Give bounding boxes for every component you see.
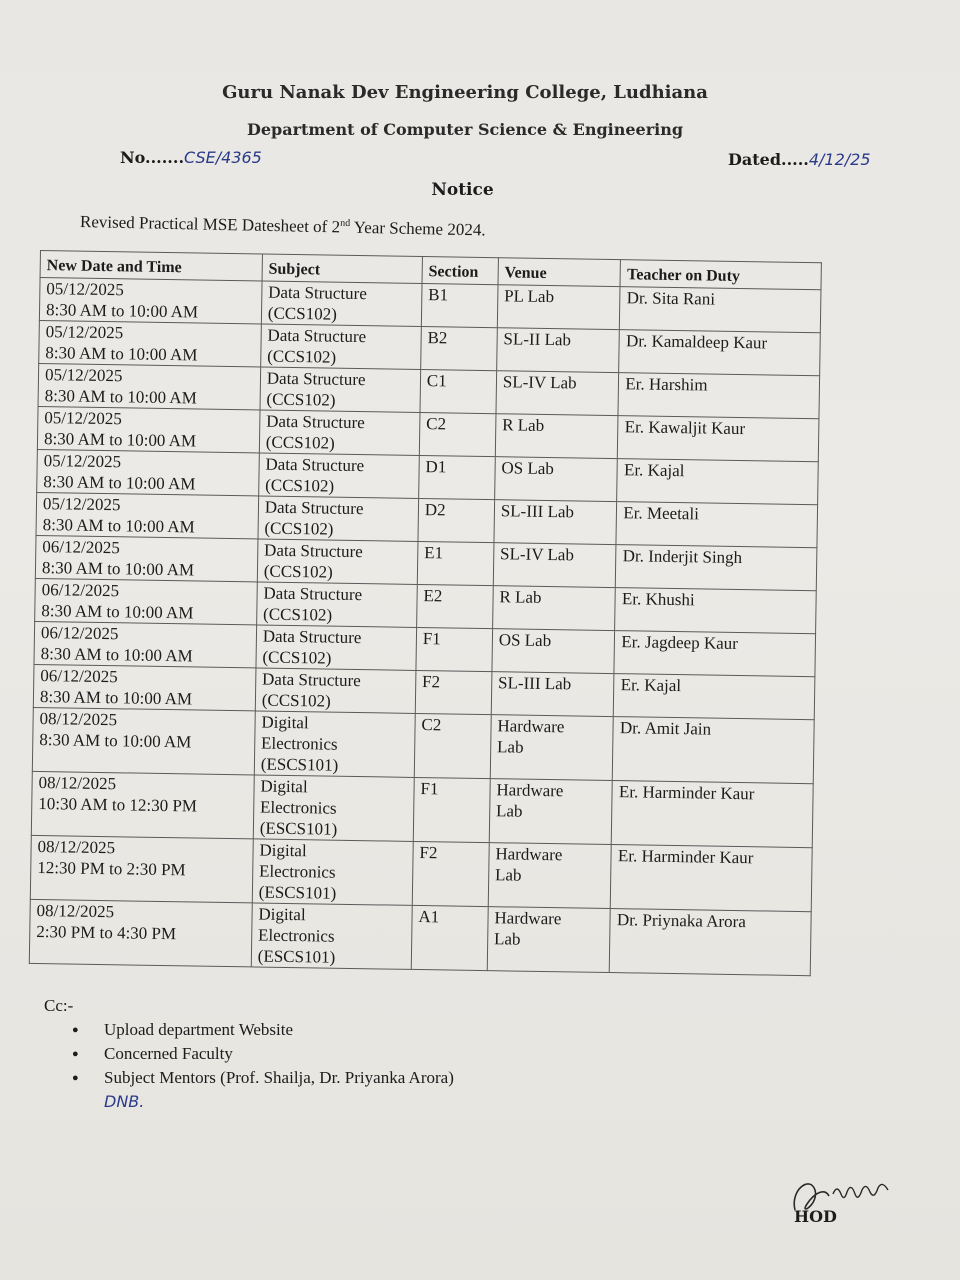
cell-time: 8:30 AM to 10:00 AM [42, 515, 195, 537]
table-row [30, 835, 812, 911]
cell-section: E1 [424, 543, 444, 563]
cell-subject [255, 668, 416, 714]
header-venue: Venue [498, 258, 621, 287]
cell-code: (CCS102) [264, 518, 334, 539]
cell-teacher [618, 373, 819, 419]
datesheet-table [29, 250, 822, 976]
cell-subject [258, 453, 419, 499]
cell-code: (CCS102) [265, 432, 335, 453]
cell-date: 08/12/2025 [39, 709, 118, 730]
cell-date-time [32, 707, 255, 774]
cell-section [421, 326, 498, 370]
cell-venue [494, 457, 617, 502]
cell-subject [253, 775, 414, 842]
cell-teacher [618, 416, 819, 462]
cell-time: 8:30 AM to 10:00 AM [45, 300, 199, 322]
cell-time: 8:30 AM to 10:00 AM [43, 429, 197, 451]
cell-subject: Digital Electronics [259, 776, 337, 818]
cell-venue: R Lab [499, 587, 542, 607]
cell-venue [497, 285, 620, 330]
cell-teacher [614, 631, 815, 677]
cell-date-time [33, 664, 255, 710]
header-teacher: Teacher on Duty [620, 260, 821, 290]
cell-date: 06/12/2025 [42, 537, 120, 558]
cell-teacher: Er. Kawaljit Kaur [624, 417, 746, 439]
cell-venue [493, 543, 616, 588]
cell-teacher [619, 330, 820, 376]
cell-code: (CCS102) [266, 389, 336, 410]
header-subject: Subject [262, 254, 422, 284]
ref-value-handwritten: CSE/4365 [184, 148, 262, 167]
cell-date: 05/12/2025 [45, 322, 124, 343]
notice-heading: Notice [431, 180, 494, 200]
cell-time: 8:30 AM to 10:00 AM [43, 472, 196, 494]
cell-code: (CCS102) [267, 346, 337, 367]
cell-venue: SL-II Lab [503, 329, 572, 350]
cell-teacher [615, 588, 816, 634]
cell-time: 8:30 AM to 10:00 AM [44, 386, 197, 408]
cell-venue: Hardware Lab [495, 780, 564, 821]
handwritten-note: DNB. [104, 1092, 145, 1111]
cell-venue: SL-III Lab [500, 501, 575, 522]
cell-section: C1 [426, 371, 447, 391]
cell-subject [261, 281, 422, 327]
cell-time: 8:30 AM to 10:00 AM [39, 730, 192, 752]
college-name: Guru Nanak Dev Engineering College, Ludhiana [222, 82, 708, 103]
cell-teacher [612, 781, 814, 848]
cell-teacher: Er. Khushi [621, 589, 695, 610]
cell-subject: Data Structure [268, 282, 367, 304]
header-date-time: New Date and Time [40, 251, 262, 281]
dated-label: Dated [728, 150, 781, 169]
cell-date: 06/12/2025 [40, 623, 119, 644]
cell-venue [492, 629, 615, 674]
cell-section: F2 [421, 672, 441, 692]
cell-venue [488, 843, 612, 909]
table-row [32, 707, 814, 783]
cell-date-time [37, 406, 259, 452]
cell-time: 8:30 AM to 10:00 AM [41, 558, 195, 580]
cell-time: 8:30 AM to 10:00 AM [41, 601, 194, 623]
cell-code: (CCS102) [265, 475, 335, 496]
cell-section [419, 455, 496, 499]
cell-venue [494, 500, 617, 545]
cell-date: 06/12/2025 [41, 580, 120, 601]
cell-teacher: Dr. Priynaka Arora [616, 910, 746, 932]
cell-section [420, 369, 497, 413]
cell-teacher [611, 845, 813, 912]
cell-code: (CCS102) [262, 647, 332, 668]
cell-subject: Data Structure [263, 583, 363, 605]
cell-venue [490, 715, 614, 781]
cell-venue [495, 414, 618, 459]
cell-venue [489, 779, 613, 845]
cell-subject: Digital Electronics [257, 904, 335, 946]
cell-date-time [29, 899, 252, 966]
cell-teacher [616, 545, 817, 591]
cell-subject [252, 839, 413, 906]
cc-item: ● Concerned Faculty [72, 1042, 454, 1066]
cc-item: ● Subject Mentors (Prof. Shailja, Dr. Priyanka Arora) [72, 1066, 454, 1090]
cell-subject [254, 711, 415, 778]
cell-subject [256, 625, 417, 671]
cell-time: 8:30 AM to 10:00 AM [40, 644, 193, 666]
cell-teacher [620, 287, 821, 333]
cell-section [419, 412, 496, 456]
cell-section: B2 [427, 328, 448, 348]
cell-time: 10:30 AM to 12:30 PM [38, 794, 198, 816]
cell-venue: Hardware Lab [496, 716, 565, 757]
department-name: Department of Computer Science & Engineering [246, 120, 684, 139]
cell-subject: Data Structure [266, 411, 365, 433]
cell-section: C2 [421, 715, 442, 735]
cell-date-time [37, 449, 259, 495]
cell-subject: Digital Electronics [260, 712, 338, 754]
table-row [29, 899, 811, 975]
cell-date: 05/12/2025 [44, 408, 122, 429]
table-row [31, 771, 813, 847]
cell-teacher: Er. Harminder Kaur [618, 782, 755, 804]
cell-section: F1 [420, 779, 439, 799]
hod-label: HOD [794, 1207, 837, 1226]
cell-date: 08/12/2025 [37, 837, 116, 858]
cell-time: 2:30 PM to 4:30 PM [36, 922, 177, 944]
cell-code: (ESCS101) [260, 754, 339, 775]
cell-section [414, 713, 491, 778]
cell-venue: R Lab [502, 415, 545, 435]
cell-code: (ESCS101) [257, 946, 336, 967]
cell-section [412, 841, 489, 906]
dated-value-handwritten: 4/12/25 [808, 150, 871, 169]
cell-subject: Data Structure [262, 626, 362, 648]
cell-date-time [35, 578, 257, 624]
cell-teacher [617, 459, 818, 505]
cell-date: 08/12/2025 [36, 901, 115, 922]
cell-date: 08/12/2025 [38, 773, 117, 794]
cell-teacher: Dr. Kamaldeep Kaur [625, 331, 768, 353]
cell-venue: OS Lab [501, 458, 555, 479]
reference-number: No.......CSE/4365 [120, 148, 262, 167]
cell-subject: Data Structure [264, 497, 364, 519]
cell-section [413, 777, 490, 842]
cell-section: A1 [418, 907, 440, 927]
cell-subject: Digital Electronics [258, 840, 336, 882]
cell-venue: SL-IV Lab [502, 372, 577, 393]
cell-section [416, 584, 493, 628]
cell-section [415, 670, 492, 714]
cell-section: D1 [425, 457, 447, 477]
cell-subject: Data Structure [267, 325, 367, 347]
cell-date-time [30, 835, 253, 902]
cell-teacher: Er. Harshim [625, 374, 708, 395]
cell-date-time [39, 320, 261, 366]
cell-venue [491, 672, 614, 717]
cell-date: 05/12/2025 [46, 279, 124, 300]
cell-date: 05/12/2025 [43, 451, 122, 472]
cell-date-time [38, 363, 260, 409]
cell-subject: Data Structure [261, 669, 361, 691]
cell-venue: Hardware Lab [494, 844, 563, 885]
cell-subject [261, 324, 422, 370]
cell-code: (CCS102) [262, 604, 333, 625]
cell-teacher: Er. Kajal [620, 675, 682, 696]
cell-section: E2 [423, 586, 443, 606]
cell-code: (ESCS101) [259, 818, 338, 839]
datesheet-subtitle: Revised Practical MSE Datesheet of 2nd Year Scheme 2024. [79, 212, 486, 240]
cell-venue: SL-IV Lab [499, 544, 575, 565]
cell-venue [487, 907, 611, 973]
cell-time: 12:30 PM to 2:30 PM [37, 858, 186, 880]
cell-teacher [614, 674, 815, 720]
cell-teacher: Dr. Sita Rani [626, 288, 716, 309]
cell-date: 05/12/2025 [44, 365, 123, 386]
cell-date-time [39, 278, 261, 324]
cell-venue: OS Lab [498, 630, 552, 651]
cell-teacher: Dr. Amit Jain [619, 718, 712, 739]
cc-item: ● Upload department Website [72, 1018, 454, 1042]
ref-label: No. [120, 148, 151, 167]
cell-subject: Data Structure [266, 368, 366, 390]
cell-teacher [613, 717, 815, 784]
dated-field: Dated.....4/12/25 [728, 150, 871, 169]
cell-venue: PL Lab [504, 286, 555, 307]
cell-subject [260, 367, 421, 413]
cell-date: 05/12/2025 [42, 494, 121, 515]
cell-date-time [36, 492, 258, 538]
cell-date: 06/12/2025 [40, 666, 118, 687]
cell-subject [258, 496, 419, 542]
cell-time: 8:30 AM to 10:00 AM [45, 343, 198, 365]
cell-venue [496, 371, 619, 416]
cell-section: D2 [424, 500, 446, 520]
cell-section [417, 541, 494, 585]
cell-date-time [35, 535, 257, 581]
cell-code: (CCS102) [263, 561, 333, 582]
cell-subject [259, 410, 420, 456]
cell-time: 8:30 AM to 10:00 AM [39, 687, 193, 709]
cell-subject [257, 539, 418, 585]
cell-section: B1 [428, 285, 449, 305]
cell-section: F1 [422, 629, 441, 649]
cell-teacher: Er. Harminder Kaur [617, 846, 754, 868]
cell-code: (CCS102) [261, 690, 331, 711]
cc-list [72, 1018, 454, 1090]
cell-teacher [616, 502, 817, 548]
cell-date-time [34, 621, 256, 667]
cell-teacher: Er. Kajal [623, 460, 685, 481]
cell-code: (ESCS101) [258, 882, 337, 903]
cell-teacher: Er. Meetali [623, 503, 700, 524]
cell-subject [256, 582, 417, 628]
cell-code: (CCS102) [267, 303, 337, 324]
cell-subject [251, 903, 412, 970]
cell-venue [497, 328, 620, 373]
cell-section: F2 [419, 843, 438, 863]
cell-subject: Data Structure [265, 454, 365, 476]
cc-label: Cc:- [44, 996, 74, 1015]
cell-section [418, 498, 495, 542]
cell-venue: Hardware Lab [493, 908, 562, 949]
cell-section [421, 284, 498, 328]
cell-venue [492, 586, 615, 631]
cell-section [416, 627, 493, 671]
cell-teacher: Dr. Inderjit Singh [622, 546, 743, 568]
cell-teacher: Er. Jagdeep Kaur [621, 632, 739, 654]
cell-date-time [31, 771, 254, 838]
cell-section: C2 [426, 414, 447, 434]
cell-section [411, 905, 488, 970]
header-section: Section [422, 257, 498, 285]
cell-subject: Data Structure [263, 540, 363, 562]
cell-venue: SL-III Lab [497, 673, 572, 694]
cell-teacher [610, 909, 812, 976]
